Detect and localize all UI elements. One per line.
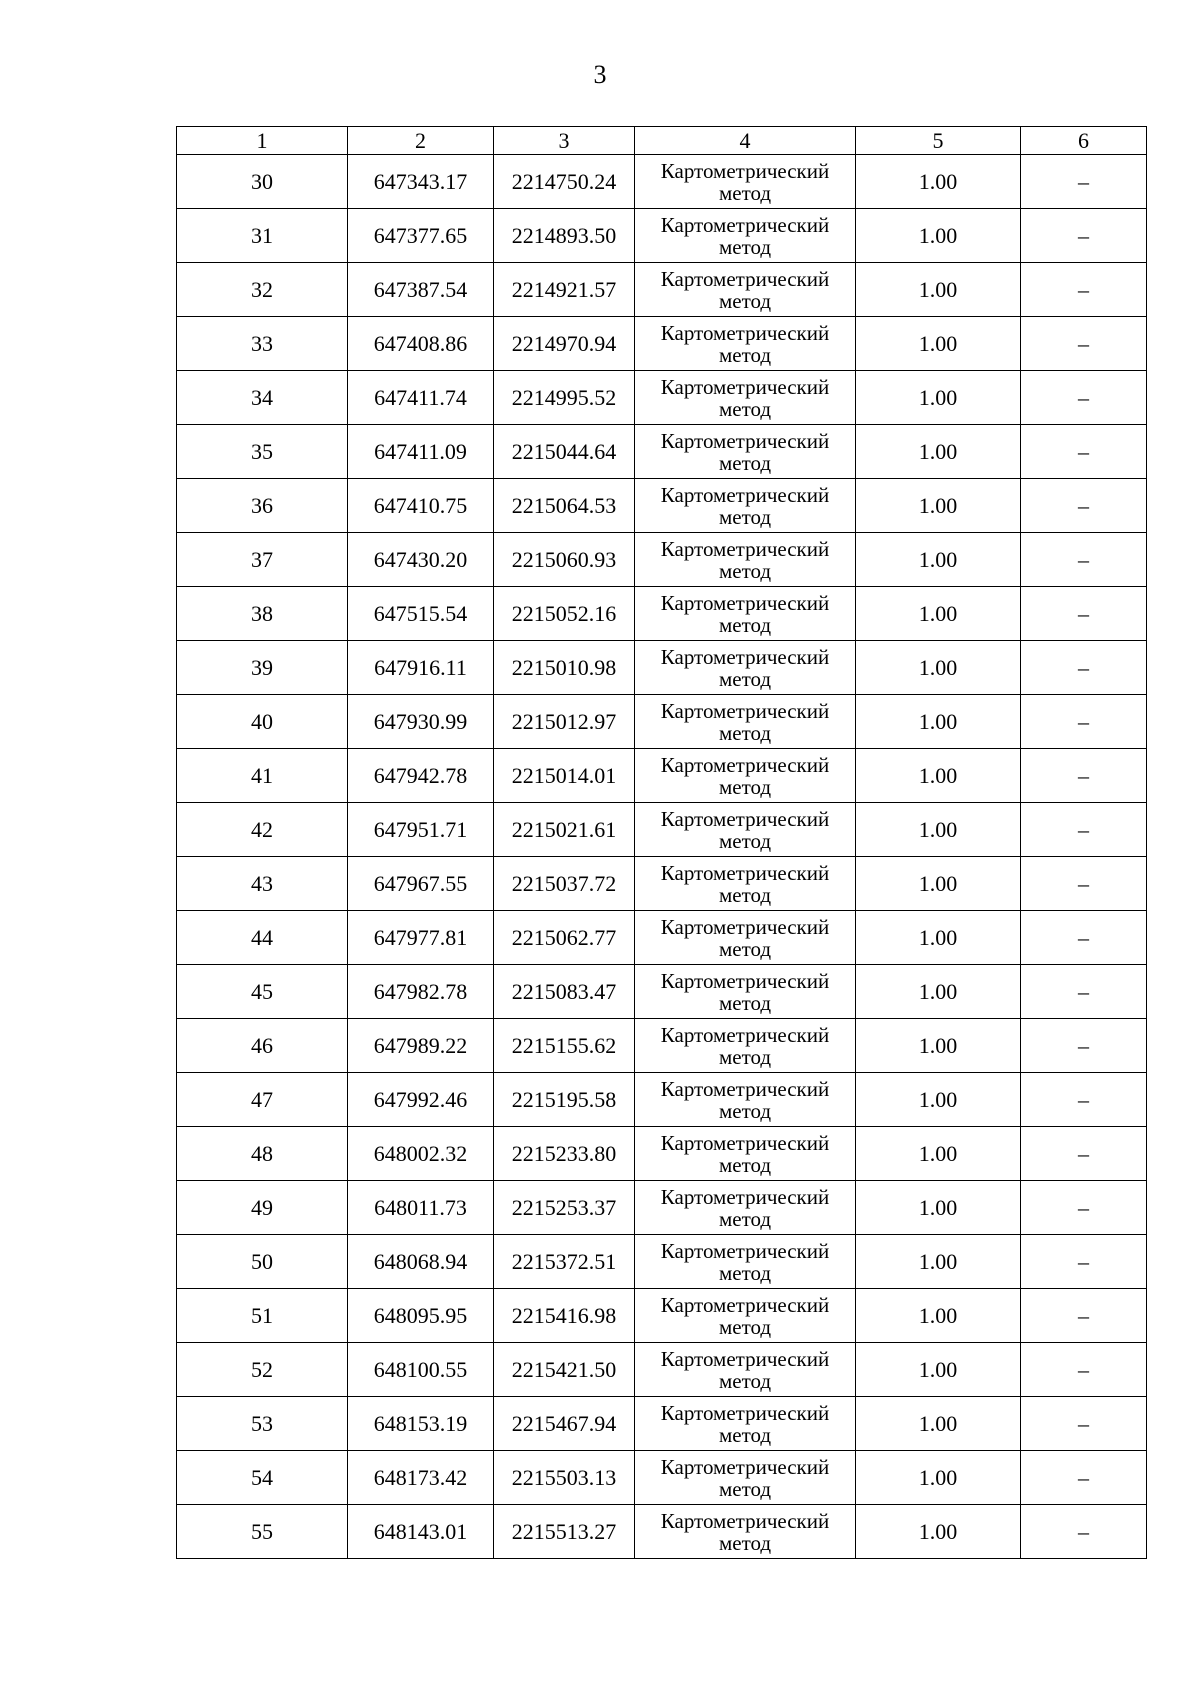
note-cell: – xyxy=(1021,1451,1147,1505)
method-line-1: Картометрический xyxy=(660,1292,830,1317)
y-coordinate-cell: 2215021.61 xyxy=(494,803,635,857)
table-row xyxy=(177,317,1147,371)
note-cell: – xyxy=(1021,1343,1147,1397)
y-coordinate-cell: 2215062.77 xyxy=(494,911,635,965)
y-coordinate-cell: 2215052.16 xyxy=(494,587,635,641)
method-line-1: Картометрический xyxy=(660,428,830,453)
method-cell xyxy=(635,1073,856,1127)
note-cell: – xyxy=(1021,1289,1147,1343)
page-number: 3 xyxy=(593,60,607,89)
accuracy-cell: 1.00 xyxy=(856,587,1021,641)
method-line-1: Картометрический xyxy=(660,914,830,939)
table-row xyxy=(177,695,1147,749)
x-coordinate-cell: 647411.74 xyxy=(348,371,494,425)
header-col-4: 4 xyxy=(635,127,856,155)
method-line-1: Картометрический xyxy=(660,1130,830,1155)
method-line-1: Картометрический xyxy=(660,320,830,345)
point-number-cell: 39 xyxy=(177,641,348,695)
point-number-cell: 37 xyxy=(177,533,348,587)
y-coordinate-cell: 2215467.94 xyxy=(494,1397,635,1451)
accuracy-cell: 1.00 xyxy=(856,1289,1021,1343)
method-line-1: Картометрический xyxy=(660,860,830,885)
method-line-2: метод xyxy=(718,882,772,907)
method-line-1: Картометрический xyxy=(660,1454,830,1479)
point-number-cell: 34 xyxy=(177,371,348,425)
x-coordinate-cell: 648100.55 xyxy=(348,1343,494,1397)
y-coordinate-cell: 2215060.93 xyxy=(494,533,635,587)
note-cell: – xyxy=(1021,1397,1147,1451)
accuracy-cell: 1.00 xyxy=(856,641,1021,695)
x-coordinate-cell: 647430.20 xyxy=(348,533,494,587)
method-cell xyxy=(635,155,856,209)
method-line-2: метод xyxy=(718,1044,772,1069)
table-row xyxy=(177,209,1147,263)
note-cell: – xyxy=(1021,425,1147,479)
y-coordinate-cell: 2215253.37 xyxy=(494,1181,635,1235)
method-line-1: Картометрический xyxy=(660,482,830,507)
method-cell xyxy=(635,641,856,695)
point-number-cell: 36 xyxy=(177,479,348,533)
header-col-5: 5 xyxy=(856,127,1021,155)
note-cell: – xyxy=(1021,371,1147,425)
x-coordinate-cell: 648068.94 xyxy=(348,1235,494,1289)
accuracy-cell: 1.00 xyxy=(856,533,1021,587)
method-line-1: Картометрический xyxy=(660,1508,830,1533)
y-coordinate-cell: 2215503.13 xyxy=(494,1451,635,1505)
point-number-cell: 42 xyxy=(177,803,348,857)
x-coordinate-cell: 647951.71 xyxy=(348,803,494,857)
point-number-cell: 54 xyxy=(177,1451,348,1505)
accuracy-cell: 1.00 xyxy=(856,479,1021,533)
note-cell: – xyxy=(1021,1181,1147,1235)
point-number-cell: 44 xyxy=(177,911,348,965)
y-coordinate-cell: 2215155.62 xyxy=(494,1019,635,1073)
table-row xyxy=(177,1397,1147,1451)
method-cell xyxy=(635,695,856,749)
accuracy-cell: 1.00 xyxy=(856,965,1021,1019)
method-line-2: метод xyxy=(718,234,772,259)
point-number-cell: 33 xyxy=(177,317,348,371)
y-coordinate-cell: 2214921.57 xyxy=(494,263,635,317)
note-cell: – xyxy=(1021,965,1147,1019)
y-coordinate-cell: 2215012.97 xyxy=(494,695,635,749)
table-row xyxy=(177,587,1147,641)
x-coordinate-cell: 647408.86 xyxy=(348,317,494,371)
accuracy-cell: 1.00 xyxy=(856,425,1021,479)
x-coordinate-cell: 647387.54 xyxy=(348,263,494,317)
note-cell: – xyxy=(1021,1505,1147,1559)
y-coordinate-cell: 2215416.98 xyxy=(494,1289,635,1343)
accuracy-cell: 1.00 xyxy=(856,1127,1021,1181)
method-line-1: Картометрический xyxy=(660,1184,830,1209)
method-line-1: Картометрический xyxy=(660,752,830,777)
y-coordinate-cell: 2214995.52 xyxy=(494,371,635,425)
accuracy-cell: 1.00 xyxy=(856,263,1021,317)
table-body xyxy=(177,155,1147,1559)
method-line-2: метод xyxy=(718,1368,772,1393)
x-coordinate-cell: 647377.65 xyxy=(348,209,494,263)
method-cell xyxy=(635,533,856,587)
method-line-1: Картометрический xyxy=(660,212,830,237)
point-number-cell: 40 xyxy=(177,695,348,749)
y-coordinate-cell: 2214893.50 xyxy=(494,209,635,263)
method-line-2: метод xyxy=(718,990,772,1015)
table-row xyxy=(177,371,1147,425)
x-coordinate-cell: 648153.19 xyxy=(348,1397,494,1451)
method-line-2: метод xyxy=(718,1098,772,1123)
note-cell: – xyxy=(1021,749,1147,803)
method-cell xyxy=(635,911,856,965)
x-coordinate-cell: 647916.11 xyxy=(348,641,494,695)
point-number-cell: 35 xyxy=(177,425,348,479)
method-line-2: метод xyxy=(718,558,772,583)
note-cell: – xyxy=(1021,803,1147,857)
note-cell: – xyxy=(1021,857,1147,911)
method-cell xyxy=(635,425,856,479)
x-coordinate-cell: 648011.73 xyxy=(348,1181,494,1235)
x-coordinate-cell: 647977.81 xyxy=(348,911,494,965)
method-cell xyxy=(635,479,856,533)
method-line-2: метод xyxy=(718,396,772,421)
point-number-cell: 38 xyxy=(177,587,348,641)
method-cell xyxy=(635,371,856,425)
point-number-cell: 55 xyxy=(177,1505,348,1559)
method-line-1: Картометрический xyxy=(660,1400,830,1425)
y-coordinate-cell: 2215014.01 xyxy=(494,749,635,803)
method-line-2: метод xyxy=(718,1476,772,1501)
table-row xyxy=(177,1289,1147,1343)
note-cell: – xyxy=(1021,155,1147,209)
y-coordinate-cell: 2215421.50 xyxy=(494,1343,635,1397)
y-coordinate-cell: 2215037.72 xyxy=(494,857,635,911)
method-cell xyxy=(635,1397,856,1451)
method-cell xyxy=(635,209,856,263)
accuracy-cell: 1.00 xyxy=(856,1451,1021,1505)
table-row xyxy=(177,1235,1147,1289)
accuracy-cell: 1.00 xyxy=(856,1019,1021,1073)
point-number-cell: 49 xyxy=(177,1181,348,1235)
method-line-2: метод xyxy=(718,1530,772,1555)
method-cell xyxy=(635,587,856,641)
method-cell xyxy=(635,1181,856,1235)
y-coordinate-cell: 2215064.53 xyxy=(494,479,635,533)
y-coordinate-cell: 2215513.27 xyxy=(494,1505,635,1559)
point-number-cell: 30 xyxy=(177,155,348,209)
x-coordinate-cell: 647982.78 xyxy=(348,965,494,1019)
method-line-2: метод xyxy=(718,720,772,745)
method-line-2: метод xyxy=(718,1422,772,1447)
table-row xyxy=(177,911,1147,965)
y-coordinate-cell: 2215083.47 xyxy=(494,965,635,1019)
method-line-1: Картометрический xyxy=(660,1346,830,1371)
method-line-2: метод xyxy=(718,180,772,205)
table-row xyxy=(177,263,1147,317)
table-row xyxy=(177,479,1147,533)
method-line-2: метод xyxy=(718,936,772,961)
method-line-2: метод xyxy=(718,288,772,313)
accuracy-cell: 1.00 xyxy=(856,1397,1021,1451)
method-line-1: Картометрический xyxy=(660,374,830,399)
y-coordinate-cell: 2215010.98 xyxy=(494,641,635,695)
accuracy-cell: 1.00 xyxy=(856,317,1021,371)
x-coordinate-cell: 647411.09 xyxy=(348,425,494,479)
method-line-1: Картометрический xyxy=(660,266,830,291)
note-cell: – xyxy=(1021,209,1147,263)
header-col-1: 1 xyxy=(177,127,348,155)
x-coordinate-cell: 647410.75 xyxy=(348,479,494,533)
y-coordinate-cell: 2214750.24 xyxy=(494,155,635,209)
method-line-1: Картометрический xyxy=(660,1076,830,1101)
table-row xyxy=(177,1019,1147,1073)
x-coordinate-cell: 647967.55 xyxy=(348,857,494,911)
header-row xyxy=(177,127,1147,155)
point-number-cell: 47 xyxy=(177,1073,348,1127)
table-header xyxy=(177,127,1147,155)
table-row xyxy=(177,641,1147,695)
method-cell xyxy=(635,965,856,1019)
method-cell xyxy=(635,1127,856,1181)
method-line-1: Картометрический xyxy=(660,968,830,993)
header-col-6: 6 xyxy=(1021,127,1147,155)
table-row xyxy=(177,1505,1147,1559)
method-cell xyxy=(635,263,856,317)
method-cell xyxy=(635,1019,856,1073)
accuracy-cell: 1.00 xyxy=(856,749,1021,803)
method-cell xyxy=(635,317,856,371)
point-number-cell: 51 xyxy=(177,1289,348,1343)
y-coordinate-cell: 2215195.58 xyxy=(494,1073,635,1127)
x-coordinate-cell: 648173.42 xyxy=(348,1451,494,1505)
method-line-1: Картометрический xyxy=(660,1022,830,1047)
note-cell: – xyxy=(1021,1235,1147,1289)
y-coordinate-cell: 2215372.51 xyxy=(494,1235,635,1289)
note-cell: – xyxy=(1021,695,1147,749)
x-coordinate-cell: 647343.17 xyxy=(348,155,494,209)
point-number-cell: 46 xyxy=(177,1019,348,1073)
table-row xyxy=(177,857,1147,911)
method-line-2: метод xyxy=(718,1152,772,1177)
accuracy-cell: 1.00 xyxy=(856,1343,1021,1397)
accuracy-cell: 1.00 xyxy=(856,695,1021,749)
method-line-2: метод xyxy=(718,342,772,367)
method-line-1: Картометрический xyxy=(660,698,830,723)
x-coordinate-cell: 647992.46 xyxy=(348,1073,494,1127)
method-line-1: Картометрический xyxy=(660,536,830,561)
coordinates-table xyxy=(176,126,1147,1559)
method-line-1: Картометрический xyxy=(660,1238,830,1263)
x-coordinate-cell: 648095.95 xyxy=(348,1289,494,1343)
accuracy-cell: 1.00 xyxy=(856,155,1021,209)
method-cell xyxy=(635,857,856,911)
y-coordinate-cell: 2215233.80 xyxy=(494,1127,635,1181)
table-row xyxy=(177,1181,1147,1235)
table-row xyxy=(177,1127,1147,1181)
table-row xyxy=(177,1073,1147,1127)
point-number-cell: 50 xyxy=(177,1235,348,1289)
point-number-cell: 53 xyxy=(177,1397,348,1451)
x-coordinate-cell: 648002.32 xyxy=(348,1127,494,1181)
table-row xyxy=(177,965,1147,1019)
note-cell: – xyxy=(1021,533,1147,587)
point-number-cell: 32 xyxy=(177,263,348,317)
accuracy-cell: 1.00 xyxy=(856,857,1021,911)
table-row xyxy=(177,533,1147,587)
x-coordinate-cell: 647942.78 xyxy=(348,749,494,803)
point-number-cell: 52 xyxy=(177,1343,348,1397)
method-line-1: Картометрический xyxy=(660,590,830,615)
note-cell: – xyxy=(1021,641,1147,695)
x-coordinate-cell: 647515.54 xyxy=(348,587,494,641)
table-row xyxy=(177,425,1147,479)
x-coordinate-cell: 648143.01 xyxy=(348,1505,494,1559)
table-row xyxy=(177,1451,1147,1505)
accuracy-cell: 1.00 xyxy=(856,1181,1021,1235)
accuracy-cell: 1.00 xyxy=(856,371,1021,425)
accuracy-cell: 1.00 xyxy=(856,911,1021,965)
method-line-2: метод xyxy=(718,828,772,853)
method-line-1: Картометрический xyxy=(660,644,830,669)
note-cell: – xyxy=(1021,911,1147,965)
note-cell: – xyxy=(1021,317,1147,371)
point-number-cell: 45 xyxy=(177,965,348,1019)
accuracy-cell: 1.00 xyxy=(856,1505,1021,1559)
x-coordinate-cell: 647989.22 xyxy=(348,1019,494,1073)
point-number-cell: 48 xyxy=(177,1127,348,1181)
header-col-2: 2 xyxy=(348,127,494,155)
table-row xyxy=(177,1343,1147,1397)
method-cell xyxy=(635,1451,856,1505)
method-cell xyxy=(635,1505,856,1559)
table-row xyxy=(177,155,1147,209)
accuracy-cell: 1.00 xyxy=(856,803,1021,857)
accuracy-cell: 1.00 xyxy=(856,1235,1021,1289)
method-line-2: метод xyxy=(718,504,772,529)
header-col-3: 3 xyxy=(494,127,635,155)
point-number-cell: 31 xyxy=(177,209,348,263)
method-line-2: метод xyxy=(718,450,772,475)
accuracy-cell: 1.00 xyxy=(856,209,1021,263)
method-cell xyxy=(635,1289,856,1343)
method-line-2: метод xyxy=(718,774,772,799)
method-cell xyxy=(635,1235,856,1289)
y-coordinate-cell: 2214970.94 xyxy=(494,317,635,371)
note-cell: – xyxy=(1021,263,1147,317)
note-cell: – xyxy=(1021,1127,1147,1181)
method-line-2: метод xyxy=(718,666,772,691)
method-line-2: метод xyxy=(718,1260,772,1285)
table-row xyxy=(177,803,1147,857)
note-cell: – xyxy=(1021,479,1147,533)
accuracy-cell: 1.00 xyxy=(856,1073,1021,1127)
x-coordinate-cell: 647930.99 xyxy=(348,695,494,749)
method-line-2: метод xyxy=(718,612,772,637)
method-line-2: метод xyxy=(718,1206,772,1231)
table-row xyxy=(177,749,1147,803)
method-cell xyxy=(635,803,856,857)
note-cell: – xyxy=(1021,1073,1147,1127)
note-cell: – xyxy=(1021,1019,1147,1073)
method-cell xyxy=(635,1343,856,1397)
method-cell xyxy=(635,749,856,803)
method-line-1: Картометрический xyxy=(660,158,830,183)
note-cell: – xyxy=(1021,587,1147,641)
method-line-1: Картометрический xyxy=(660,806,830,831)
method-line-2: метод xyxy=(718,1314,772,1339)
y-coordinate-cell: 2215044.64 xyxy=(494,425,635,479)
point-number-cell: 43 xyxy=(177,857,348,911)
point-number-cell: 41 xyxy=(177,749,348,803)
